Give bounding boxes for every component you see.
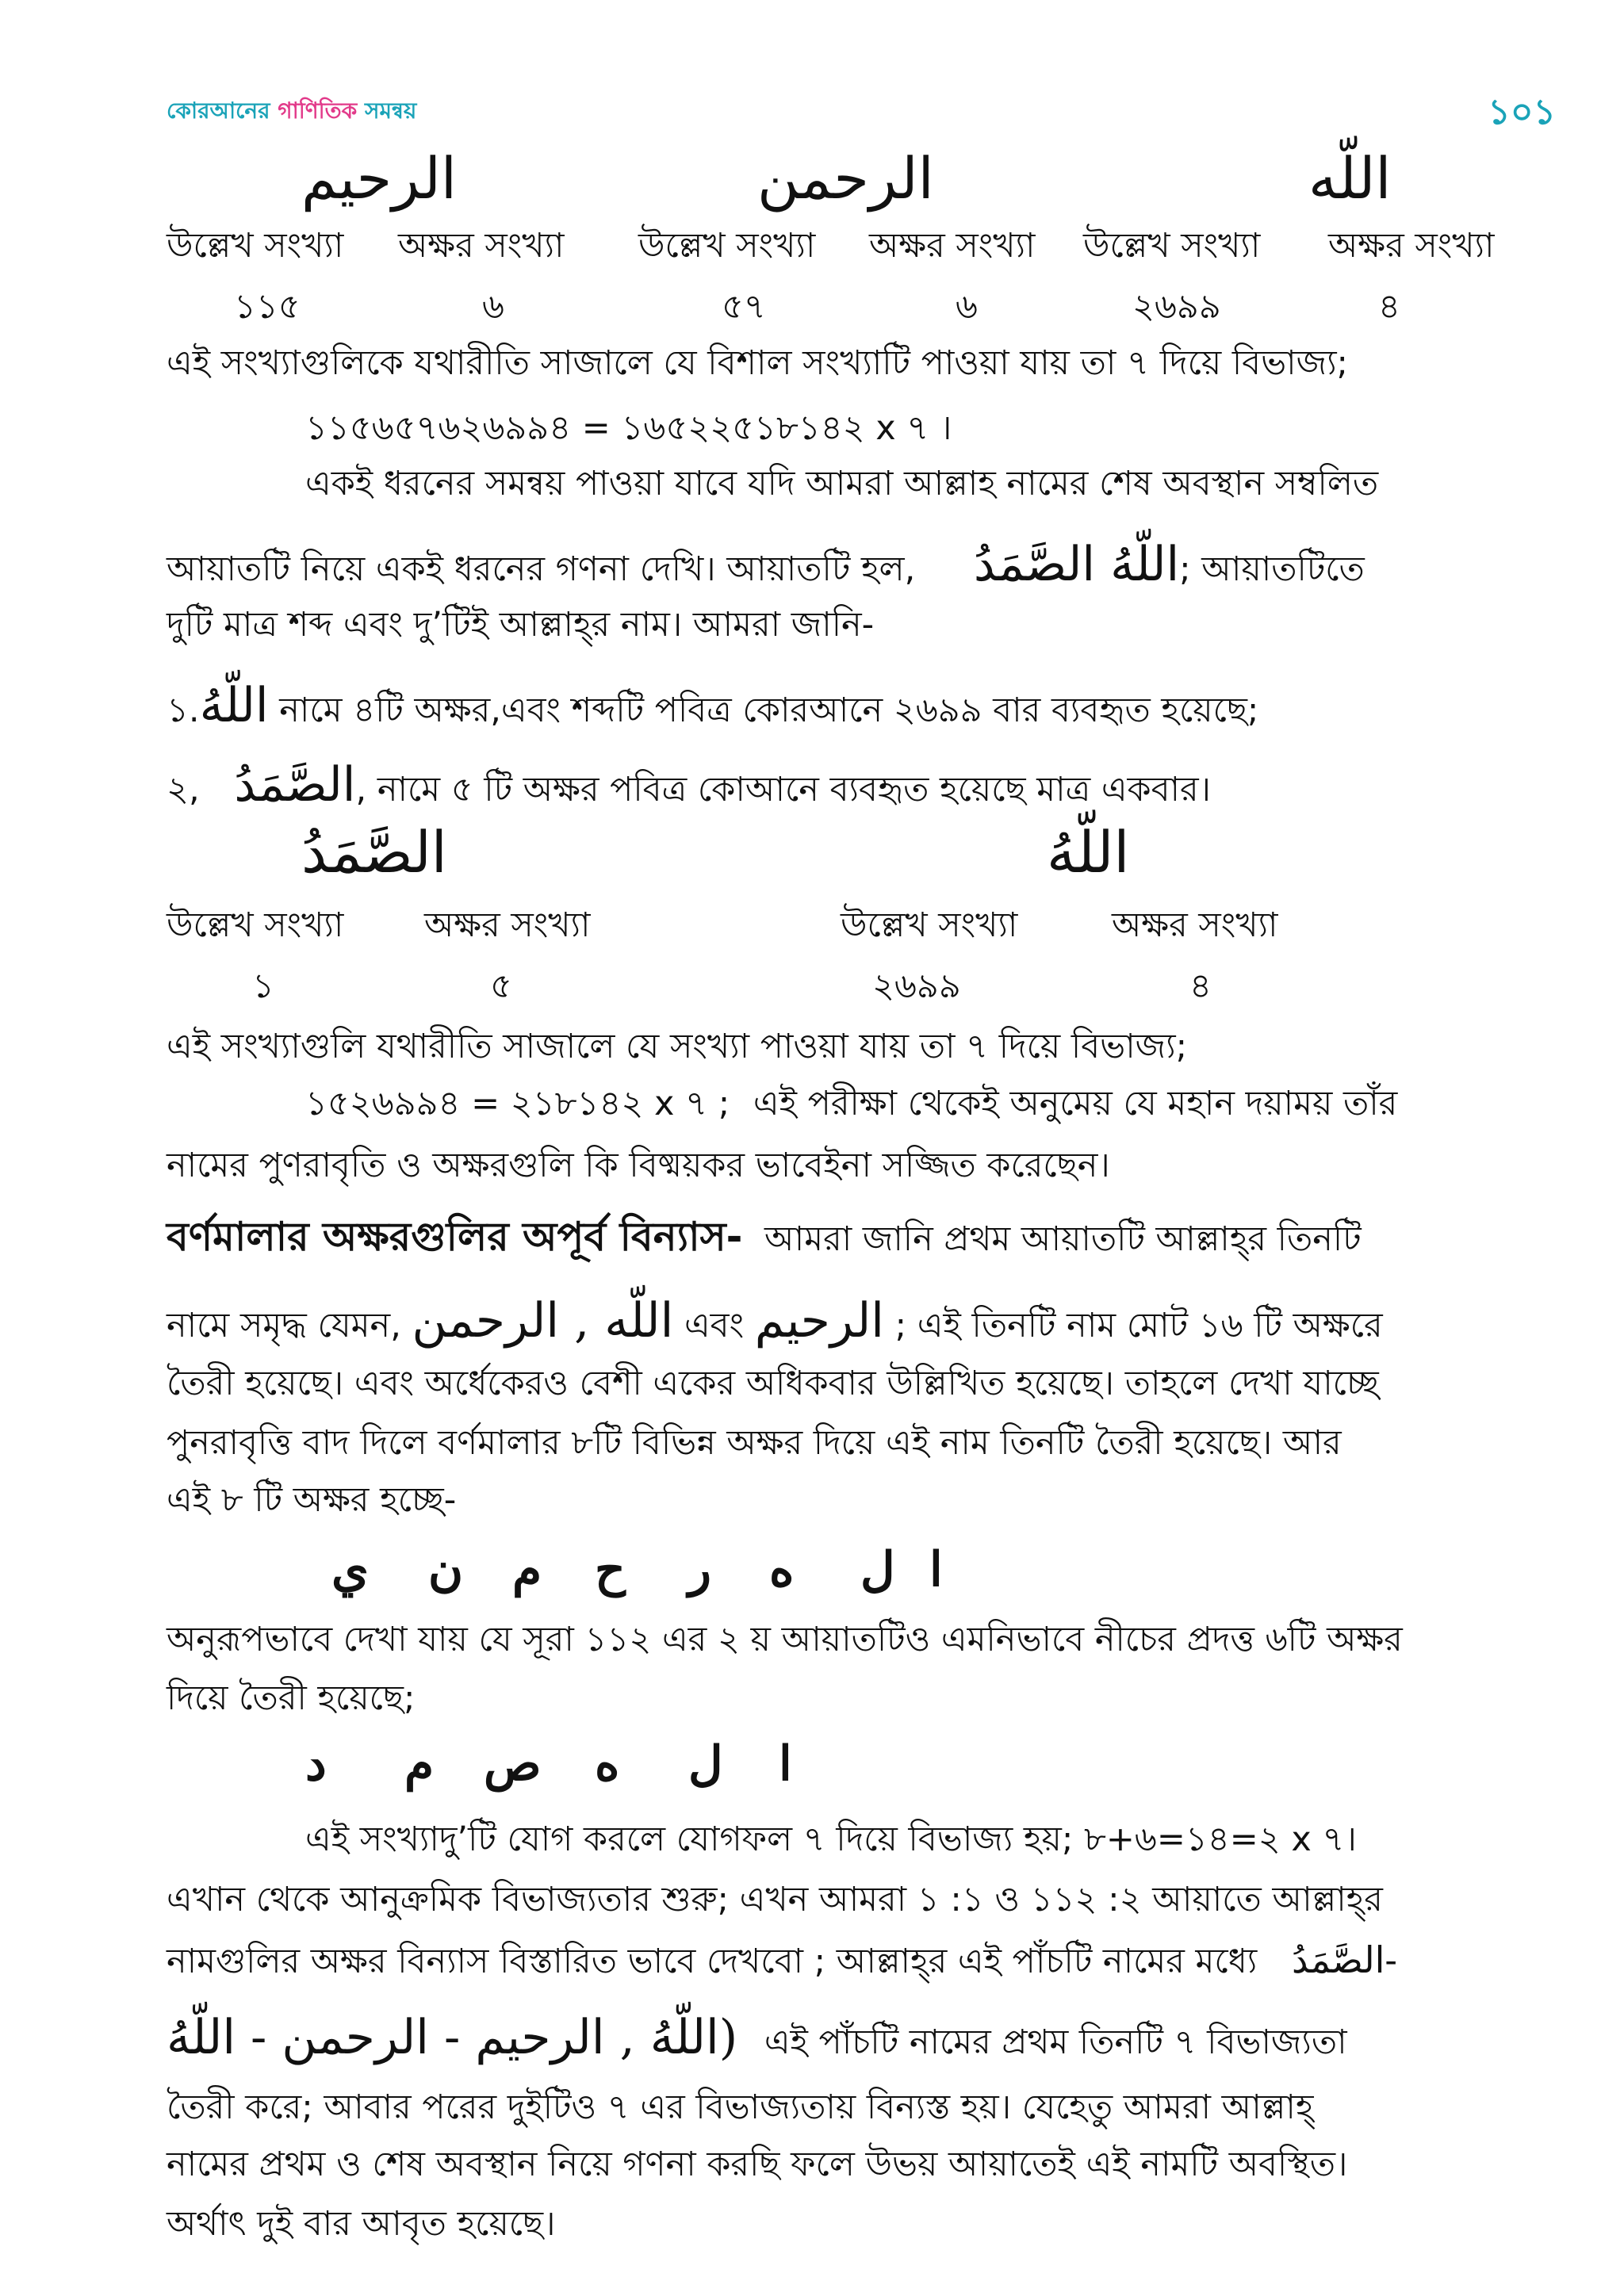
equation-2: ১৫২৬৯৯৪ = ২১৮১৪২ x ৭ ; — [305, 1084, 730, 1123]
running-header — [167, 94, 416, 131]
arabic-letter: ي — [331, 1542, 369, 1598]
arabic-names: اللّه , الرحمن — [412, 1293, 674, 1349]
text-fragment: নামে সমৃদ্ধ যেমন, — [167, 1306, 401, 1345]
arabic-letter: م — [404, 1736, 435, 1792]
label-mention-count: উল্লেখ সংখ্যা — [167, 905, 344, 945]
number-rahman-letters: ৬ — [956, 287, 978, 327]
arabic-letter: ن — [428, 1542, 464, 1598]
arabic-name-allah: اللّهُ — [1047, 819, 1130, 886]
list-item-number: ২, — [167, 770, 200, 809]
text-fragment: ; আয়াতটিতে — [1179, 549, 1365, 589]
arabic-name-rahim: الرحيم — [754, 1293, 884, 1349]
text-line: এই সংখ্যাগুলি যথারীতি সাজালে যে সংখ্যা পাওয়া যায় তা ৭ দিয়ে বিভাজ্য; — [167, 1027, 1188, 1066]
text-fragment: আয়াতটি নিয়ে একই ধরনের গণনা দেখি। আয়াতটি হল, — [167, 549, 916, 589]
arabic-letter: ر — [688, 1542, 711, 1598]
list-item-number: ১. — [167, 691, 200, 730]
arabic-letter: ل — [860, 1542, 895, 1598]
number-allah-mentions: ২৬৯৯ — [872, 966, 961, 1006]
label-mention-count-3: উল্লেখ সংখ্যা — [1083, 226, 1261, 266]
arabic-names-list: اللّهُ , الرحيم - الرحمن - اللّهُ) — [167, 2010, 738, 2065]
label-letter-count-3: অক্ষর সংখ্যা — [1328, 226, 1495, 266]
arabic-letter: د — [305, 1736, 327, 1792]
number-rahim-mentions: ১১৫ — [234, 287, 301, 327]
text-fragment: এই পরীক্ষা থেকেই অনুমেয় যে মহান দয়াময় তাঁর — [753, 1084, 1398, 1123]
text-line: একই ধরনের সমন্বয় পাওয়া যাবে যদি আমরা আল্লাহ নামের শেষ অবস্থান সম্বলিত — [305, 464, 1379, 503]
arabic-name: الصَّمَدُ — [234, 757, 356, 813]
number-allah-letters: ৪ — [1189, 966, 1212, 1006]
list-item — [167, 757, 1212, 813]
arabic-letter: ا — [929, 1542, 943, 1598]
arabic-name: اللّهُ — [199, 678, 269, 733]
arabic-name-rahman: الرحمن — [757, 145, 934, 212]
arabic-letter: ه — [769, 1542, 795, 1598]
text-line: তৈরী করে; আবার পরের দুইটিও ৭ এর বিভাজ্যতায় বিন্যস্ত হয়। যেহেতু আমরা আল্লাহ্‌ — [167, 2087, 1314, 2127]
text-line: দিয়ে তৈরী হয়েছে; — [167, 1678, 416, 1718]
text-line: অনুরূপভাবে দেখা যায় যে সূরা ১১২ এর ২ য় আয়াতটিও এমনিভাবে নীচের প্রদত্ত ৬টি অক্ষর — [167, 1620, 1403, 1659]
text-line: নামের প্রথম ও শেষ অবস্থান নিয়ে গণনা করছি ফলে উভয় আয়াতেই এই নামটি অবস্থিত। — [167, 2145, 1348, 2184]
arabic-name-samad: الصَّمَدُ — [301, 819, 447, 886]
arabic-verse: اللّهُ الصَّمَدُ — [973, 537, 1180, 592]
header-title-part3: সমন্বয় — [365, 98, 417, 124]
label-letter-count-1: অক্ষর সংখ্যা — [398, 226, 565, 266]
arabic-letter: ا — [779, 1736, 792, 1792]
label-mention-count-2: উল্লেখ সংখ্যা — [638, 226, 816, 266]
label-letter-count: অক্ষর সংখ্যা — [1112, 905, 1278, 945]
arabic-letter: ه — [595, 1736, 620, 1792]
text-line: এই ৮ টি অক্ষর হচ্ছে- — [167, 1480, 457, 1520]
text-line — [167, 537, 1365, 593]
text-line: এই সংখ্যাগুলিকে যথারীতি সাজালে যে বিশাল সংখ্যাটি পাওয়া যায় তা ৭ দিয়ে বিভাজ্য; — [167, 343, 1349, 383]
text-line: দুটি মাত্র শব্দ এবং দু’টিই আল্লাহ্‌র নাম। আমরা জানি- — [167, 605, 875, 645]
list-item — [167, 678, 1259, 734]
text-line — [167, 1213, 1362, 1263]
page-number: ১০১ — [1488, 92, 1556, 132]
text-line — [167, 2010, 1347, 2066]
section-heading: বর্ণমালার অক্ষরগুলির অপূর্ব বিন্যাস- — [167, 1214, 743, 1260]
arabic-letter: م — [512, 1542, 542, 1598]
text-line: পুনরাবৃত্তি বাদ দিলে বর্ণমালার ৮টি বিভিন্ন অক্ষর দিয়ে এই নাম তিনটি তৈরী হয়েছে। আর — [167, 1423, 1342, 1463]
text-fragment: নামগুলির অক্ষর বিন্যাস বিস্তারিত ভাবে দেখবো ; আল্লাহ্‌র এই পাঁচটি নামের মধ্যে — [167, 1942, 1258, 1981]
number-samad-letters: ৫ — [490, 966, 512, 1006]
number-allah-mentions: ২৬৯৯ — [1132, 287, 1221, 327]
arabic-letter: ل — [688, 1736, 723, 1792]
arabic-name-rahim: الرحيم — [301, 145, 457, 212]
text-line: অর্থাৎ দুই বার আবৃত হয়েছে। — [167, 2204, 556, 2244]
text-fragment: ; এই তিনটি নাম মোট ১৬ টি অক্ষরে — [894, 1306, 1383, 1345]
arabic-name-samad: الصَّمَدُ- — [1291, 1938, 1397, 1981]
number-rahim-letters: ৬ — [482, 287, 504, 327]
text-line: নামের পুণরাবৃতি ও অক্ষরগুলি কি বিষ্ময়কর ভাবেইনা সজ্জিত করেছেন। — [167, 1146, 1110, 1185]
text-line: তৈরী হয়েছে। এবং অর্ধেকেরও বেশী একের অধিকবার উল্লিখিত হয়েছে। তাহলে দেখা যাচ্ছে — [167, 1364, 1379, 1403]
text-line — [167, 1936, 1397, 1985]
header-title-part1: কোরআনের — [167, 98, 278, 124]
text-line: এখান থেকে আনুক্রমিক বিভাজ্যতার শুরু; এখন আমরা ১ :১ ও ১১২ :২ আয়াতে আল্লাহ্‌র — [167, 1880, 1383, 1919]
list-item-text: , নামে ৫ টি অক্ষর পবিত্র কোআনে ব্যবহৃত হয়েছে মাত্র একবার। — [355, 770, 1212, 809]
arabic-name-allah: اللّه — [1308, 145, 1392, 212]
label-letter-count: অক্ষর সংখ্যা — [424, 905, 591, 945]
label-mention-count-1: উল্লেখ সংখ্যা — [167, 226, 344, 266]
number-allah-letters: ৪ — [1378, 287, 1400, 327]
list-item-text: নামে ৪টি অক্ষর,এবং শব্দটি পবিত্র কোরআনে ২৬৯৯ বার ব্যবহৃত হয়েছে; — [279, 691, 1259, 730]
text-line: এই সংখ্যাদু’টি যোগ করলে যোগফল ৭ দিয়ে বিভাজ্য হয়; ৮+৬=১৪=২ x ৭। — [305, 1820, 1357, 1859]
label-letter-count-2: অক্ষর সংখ্যা — [869, 226, 1036, 266]
arabic-letter: ص — [484, 1736, 542, 1792]
text-line — [305, 1080, 1397, 1127]
text-fragment: এই পাঁচটি নামের প্রথম তিনটি ৭ বিভাজ্যতা — [764, 2022, 1347, 2062]
arabic-letter: ح — [595, 1542, 626, 1598]
equation-1: ১১৫৬৫৭৬২৬৯৯৪ = ১৬৫২২৫১৮১৪২ x ৭ । — [305, 408, 952, 448]
text-fragment: এবং — [684, 1306, 745, 1345]
text-fragment: আমরা জানি প্রথম আয়াতটি আল্লাহ্‌র তিনটি — [764, 1219, 1362, 1259]
number-rahman-mentions: ৫৭ — [722, 287, 766, 327]
text-line — [167, 1293, 1383, 1349]
number-samad-mentions: ১ — [252, 966, 274, 1006]
header-title-part2: গাণিতিক — [278, 98, 366, 124]
label-mention-count: উল্লেখ সংখ্যা — [841, 905, 1018, 945]
